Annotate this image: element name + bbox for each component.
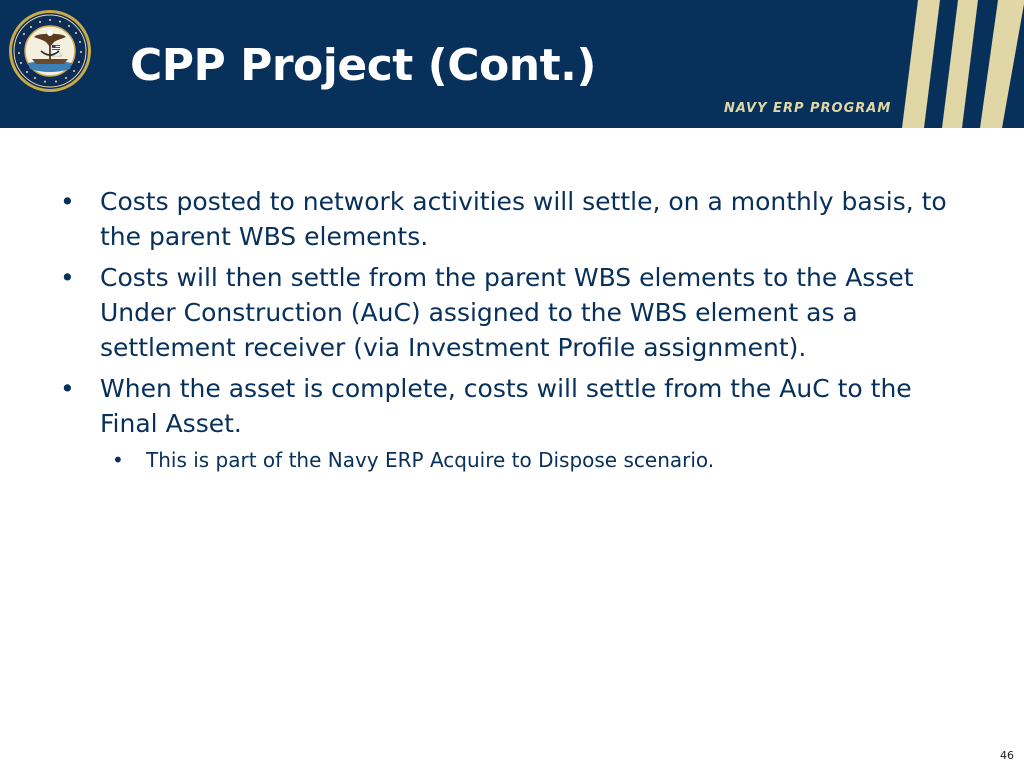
slide-body [0,184,1024,475]
bullet-item [0,184,1024,254]
sub-bullet-item [0,445,1024,475]
slide-header [0,0,1024,128]
sub-bullet-dot-icon: • [112,448,124,472]
sub-bullet-text: This is part of the Navy ERP Acquire to Dispose scenario. [146,448,715,472]
page-title: CPP Project (Cont.) [130,40,596,91]
bullet-dot-icon: • [60,374,75,403]
decorative-stripes [884,0,1024,128]
bullet-text: When the asset is complete, costs will settle from the AuC to the Final Asset. [100,374,912,438]
bullet-item [0,371,1024,441]
sub-bullet-list [0,445,1024,475]
bullet-item [0,260,1024,365]
navy-department-seal-icon [8,9,92,93]
page-number: 46 [1000,749,1014,762]
program-logo-text: NAVY ERP PROGRAM [724,101,892,116]
bullet-text: Costs posted to network activities will settle, on a monthly basis, to the parent WBS elements. [100,187,947,251]
bullet-text: Costs will then settle from the parent WBS elements to the Asset Under Construction (AuC) assigned to the WBS element as a settlement receiver (via Investment Profile assignment). [100,263,914,362]
bullet-dot-icon: • [60,187,75,216]
bullet-dot-icon: • [60,263,75,292]
bullet-list [0,184,1024,441]
